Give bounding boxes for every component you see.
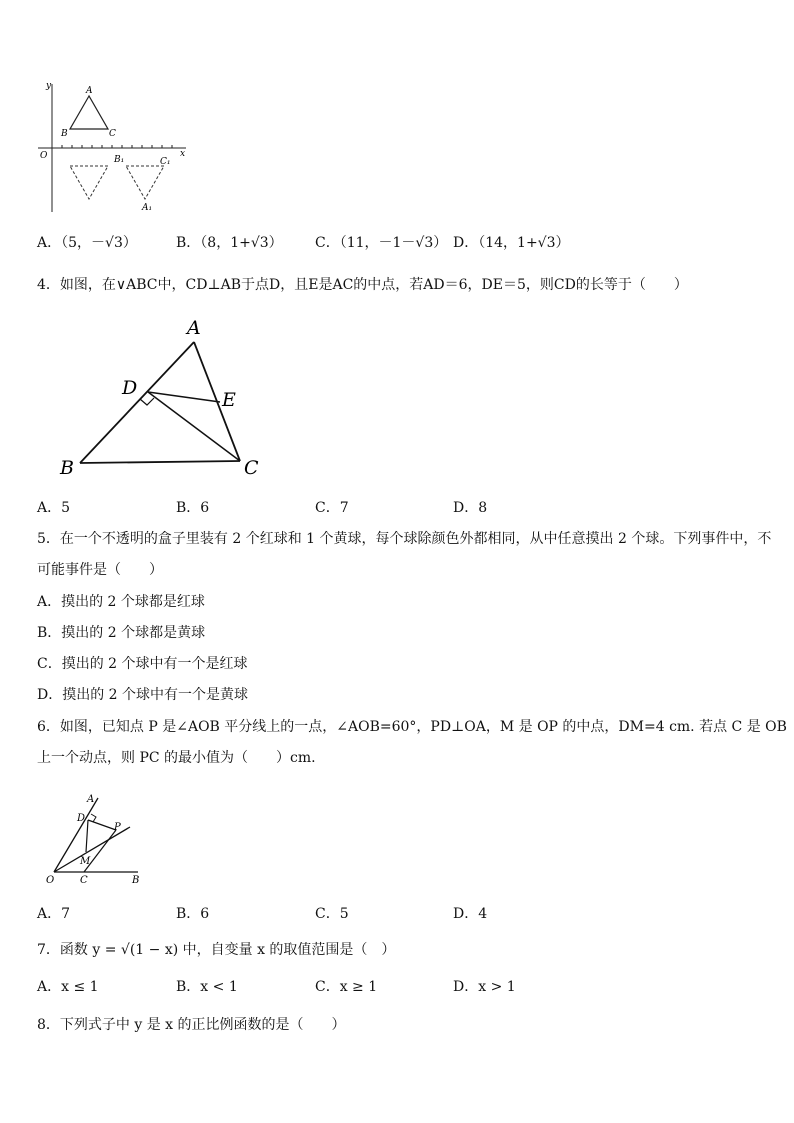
q3-point-a1-label: A₁ [142,203,153,213]
q3-y-axis-label: y [46,81,52,91]
q6-option-c: C．5 [315,906,349,922]
q6-option-d: D．4 [453,906,488,922]
q3-option-a: A．（5，－√3） [37,235,137,251]
q4-point-e-label: E [222,389,236,411]
q4-point-c-label: C [244,457,259,479]
q6-point-p-label: P [114,822,121,833]
q4-option-b: B．6 [176,500,210,516]
q6-stem-line2: 上一个动点，则 PC 的最小值为（ ）cm. [37,750,316,766]
q4-stem: 4．如图，在∨ABC中，CD⊥AB于点D，且E是AC的中点，若AD＝6，DE＝5，则CD的长等于（ ） [37,277,688,293]
q4-option-a: A．5 [37,500,71,516]
q3-point-b1-label: B₁ [114,155,125,165]
q7-option-d: D．x > 1 [453,979,516,995]
q6-point-o-label: O [46,875,55,886]
q4-option-d: D．8 [453,500,488,516]
q5-option-a: A．摸出的 2 个球都是红球 [37,594,205,610]
q3-point-c-label: C [109,129,116,139]
q4-triangle-figure [54,312,274,482]
q3-point-b-label: B [61,129,68,139]
q4-option-c: C．7 [315,500,349,516]
q8-stem: 8．下列式子中 y 是 x 的正比例函数的是（ ） [37,1017,346,1033]
q6-point-b-label: B [132,875,140,886]
q4-point-a-label: A [187,317,201,339]
q5-stem-line1: 5．在一个不透明的盒子里装有 2 个红球和 1 个黄球，每个球除颜色外都相同，从中任意摸出 2 个球。下列事件中，不 [37,531,772,547]
q3-option-d: D．（14，1+√3） [453,235,570,251]
q3-option-b: B．（8，1+√3） [176,235,283,251]
q3-point-a-label: A [86,86,93,96]
q5-option-c: C．摸出的 2 个球中有一个是红球 [37,656,248,672]
q7-option-a: A．x ≤ 1 [37,979,99,995]
q3-origin-label: O [40,151,48,161]
q6-option-a: A．7 [37,906,71,922]
q6-angle-figure [40,790,160,890]
q3-coordinate-figure [34,76,194,216]
q6-point-c-label: C [80,875,88,886]
q6-option-b: B．6 [176,906,210,922]
q6-stem-line1: 6．如图，已知点 P 是∠AOB 平分线上的一点，∠AOB=60°，PD⊥OA，M 是 OP 的中点，DM=4 cm. 若点 C 是 OB [37,719,787,735]
q5-option-b: B．摸出的 2 个球都是黄球 [37,625,206,641]
q4-point-b-label: B [60,457,74,479]
q7-option-b: B．x < 1 [176,979,238,995]
q3-point-c1-label: C₁ [160,157,171,167]
q3-x-axis-label: x [180,149,186,159]
q6-point-d-label: D [77,813,86,824]
q3-option-c: C．（11，－1－√3） [315,235,448,251]
q7-stem: 7．函数 y = √(1 − x) 中，自变量 x 的取值范围是（ ） [37,942,396,958]
q7-option-c: C．x ≥ 1 [315,979,378,995]
q6-point-a-label: A [87,794,95,805]
q4-point-d-label: D [122,377,138,399]
q5-stem-line2: 可能事件是（ ） [37,562,163,578]
q5-option-d: D．摸出的 2 个球中有一个是黄球 [37,687,249,703]
q6-point-m-label: M [80,856,91,867]
